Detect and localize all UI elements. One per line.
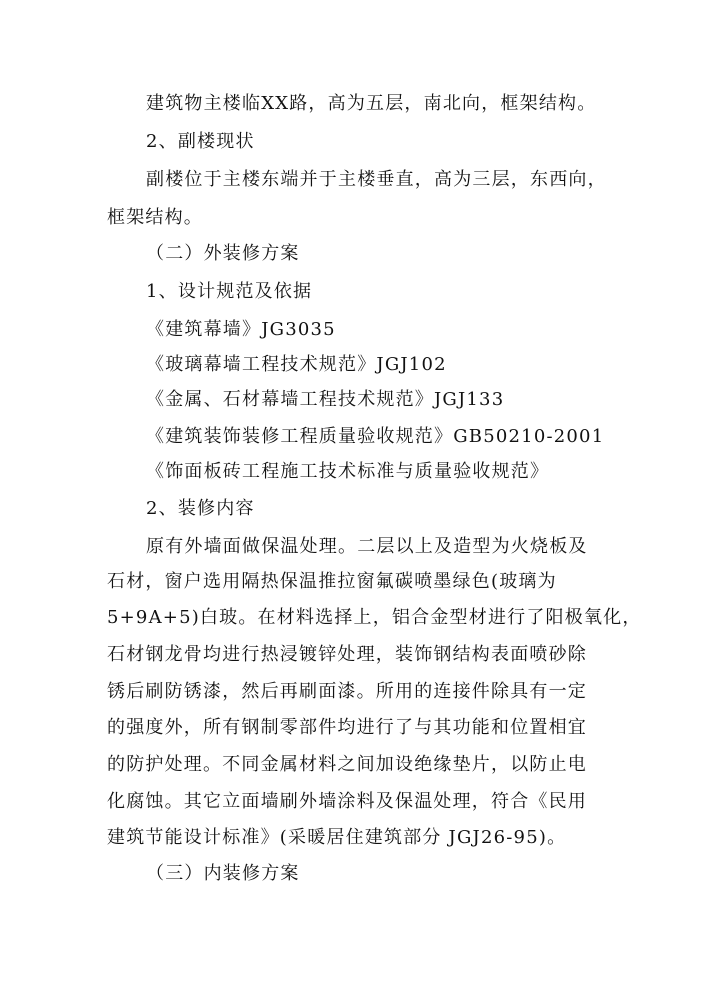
paragraph-line-19: 的防护处理。不同金属材料之间加设绝缘垫片，以防止电	[107, 754, 587, 775]
section-heading-design-codes: 1、设计规范及依据	[146, 281, 313, 302]
paragraph-line-17: 锈后刷防锈漆，然后再刷面漆。所用的连接件除具有一定	[107, 681, 587, 702]
paragraph-line-16: 石材钢龙骨均进行热浸镀锌处理，装饰钢结构表面喷砂除	[107, 644, 587, 665]
section-heading-exterior-plan: （二）外装修方案	[146, 243, 300, 264]
paragraph-line-20: 化腐蚀。其它立面墙刷外墙涂料及保温处理，符合《民用	[107, 791, 587, 812]
code-reference-1: 《建筑幕墙》JG3035	[146, 319, 336, 340]
section-heading-decoration-content: 2、装修内容	[146, 498, 255, 519]
code-reference-3: 《金属、石材幕墙工程技术规范》JGJ133	[146, 389, 505, 410]
section-heading-annex-status: 2、副楼现状	[146, 131, 255, 152]
paragraph-line-21: 建筑节能设计标准》(采暖居住建筑部分 JGJ26-95)。	[107, 827, 567, 848]
code-reference-5: 《饰面板砖工程施工技术标准与质量验收规范》	[146, 461, 550, 482]
paragraph-line-3: 副楼位于主楼东端并于主楼垂直，高为三层，东西向，	[146, 169, 607, 190]
paragraph-line-18: 的强度外，所有钢制零部件均进行了与其功能和位置相宜	[107, 717, 587, 738]
code-reference-2: 《玻璃幕墙工程技术规范》JGJ102	[146, 354, 447, 375]
paragraph-line-1: 建筑物主楼临XX路，高为五层，南北向，框架结构。	[146, 93, 597, 114]
paragraph-line-15: 5+9A+5)白玻。在材料选择上，铝合金型材进行了阳极氧化，	[107, 607, 642, 628]
section-heading-interior-plan: （三）内装修方案	[146, 863, 300, 884]
paragraph-line-13: 原有外墙面做保温处理。二层以上及造型为火烧板及	[146, 536, 588, 557]
paragraph-line-14: 石材，窗户选用隔热保温推拉窗氟碳喷墨绿色(玻璃为	[107, 571, 557, 592]
paragraph-line-4: 框架结构。	[107, 207, 203, 228]
code-reference-4: 《建筑装饰装修工程质量验收规范》GB50210-2001	[146, 426, 605, 447]
